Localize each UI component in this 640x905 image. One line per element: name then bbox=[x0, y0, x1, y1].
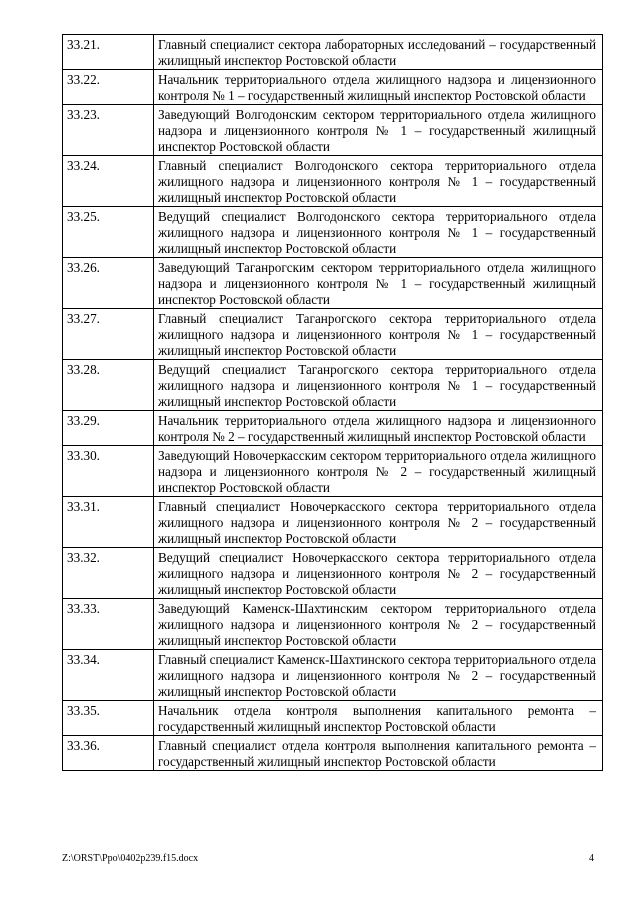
row-position-title: Заведующий Волгодонским сектором территориального отдела жилищного надзора и лицензионного контроля № 1 – государственный жилищный инспектор Ростовской области bbox=[154, 105, 603, 156]
row-number: 33.30. bbox=[63, 446, 154, 497]
table-row bbox=[63, 258, 603, 309]
row-number: 33.33. bbox=[63, 599, 154, 650]
row-position-title: Главный специалист Таганрогского сектора территориального отдела жилищного надзора и лицензионного контроля № 1 – государственный жилищный инспектор Ростовской области bbox=[154, 309, 603, 360]
positions-table bbox=[62, 34, 603, 771]
table-row bbox=[63, 599, 603, 650]
table-row bbox=[63, 309, 603, 360]
table-row bbox=[63, 736, 603, 771]
row-number: 33.24. bbox=[63, 156, 154, 207]
table-row bbox=[63, 360, 603, 411]
row-number: 33.29. bbox=[63, 411, 154, 446]
row-number: 33.28. bbox=[63, 360, 154, 411]
row-position-title: Начальник территориального отдела жилищного надзора и лицензионного контроля № 1 – государственный жилищный инспектор Ростовской области bbox=[154, 70, 603, 105]
row-position-title: Главный специалист Новочеркасского сектора территориального отдела жилищного надзора и лицензионного контроля № 2 – государственный жилищный инспектор Ростовской области bbox=[154, 497, 603, 548]
positions-table-body bbox=[63, 35, 603, 771]
row-position-title: Заведующий Каменск-Шахтинским сектором территориального отдела жилищного надзора и лицензионного контроля № 2 – государственный жилищный инспектор Ростовской области bbox=[154, 599, 603, 650]
row-number: 33.36. bbox=[63, 736, 154, 771]
table-row bbox=[63, 701, 603, 736]
row-position-title: Ведущий специалист Таганрогского сектора территориального отдела жилищного надзора и лицензионного контроля № 1 – государственный жилищный инспектор Ростовской области bbox=[154, 360, 603, 411]
row-position-title: Главный специалист Волгодонского сектора территориального отдела жилищного надзора и лицензионного контроля № 1 – государственный жилищный инспектор Ростовской области bbox=[154, 156, 603, 207]
table-row bbox=[63, 105, 603, 156]
footer-file-path: Z:\ORST\Ppo\0402p239.f15.docx bbox=[62, 853, 199, 864]
row-number: 33.35. bbox=[63, 701, 154, 736]
row-number: 33.34. bbox=[63, 650, 154, 701]
row-position-title: Главный специалист Каменск-Шахтинского сектора территориального отдела жилищного надзора и лицензионного контроля № 2 – государственный жилищный инспектор Ростовской области bbox=[154, 650, 603, 701]
table-row bbox=[63, 207, 603, 258]
page-number: 4 bbox=[589, 853, 594, 864]
table-row bbox=[63, 70, 603, 105]
table-row bbox=[63, 497, 603, 548]
row-number: 33.23. bbox=[63, 105, 154, 156]
row-number: 33.21. bbox=[63, 35, 154, 70]
row-number: 33.25. bbox=[63, 207, 154, 258]
row-position-title: Начальник территориального отдела жилищного надзора и лицензионного контроля № 2 – государственный жилищный инспектор Ростовской области bbox=[154, 411, 603, 446]
row-position-title: Главный специалист отдела контроля выполнения капитального ремонта – государственный жилищный инспектор Ростовской области bbox=[154, 736, 603, 771]
row-position-title: Заведующий Таганрогским сектором территориального отдела жилищного надзора и лицензионного контроля № 1 – государственный жилищный инспектор Ростовской области bbox=[154, 258, 603, 309]
row-position-title: Заведующий Новочеркасским сектором территориального отдела жилищного надзора и лицензионного контроля № 2 – государственный жилищный инспектор Ростовской области bbox=[154, 446, 603, 497]
row-number: 33.32. bbox=[63, 548, 154, 599]
table-row bbox=[63, 35, 603, 70]
table-row bbox=[63, 156, 603, 207]
row-position-title: Начальник отдела контроля выполнения капитального ремонта – государственный жилищный инспектор Ростовской области bbox=[154, 701, 603, 736]
table-row bbox=[63, 411, 603, 446]
row-number: 33.31. bbox=[63, 497, 154, 548]
table-row bbox=[63, 548, 603, 599]
table-row bbox=[63, 650, 603, 701]
row-number: 33.26. bbox=[63, 258, 154, 309]
row-number: 33.22. bbox=[63, 70, 154, 105]
row-position-title: Главный специалист сектора лабораторных исследований – государственный жилищный инспектор Ростовской области bbox=[154, 35, 603, 70]
row-position-title: Ведущий специалист Новочеркасского сектора территориального отдела жилищного надзора и лицензионного контроля № 2 – государственный жилищный инспектор Ростовской области bbox=[154, 548, 603, 599]
row-number: 33.27. bbox=[63, 309, 154, 360]
row-position-title: Ведущий специалист Волгодонского сектора территориального отдела жилищного надзора и лицензионного контроля № 1 – государственный жилищный инспектор Ростовской области bbox=[154, 207, 603, 258]
table-row bbox=[63, 446, 603, 497]
